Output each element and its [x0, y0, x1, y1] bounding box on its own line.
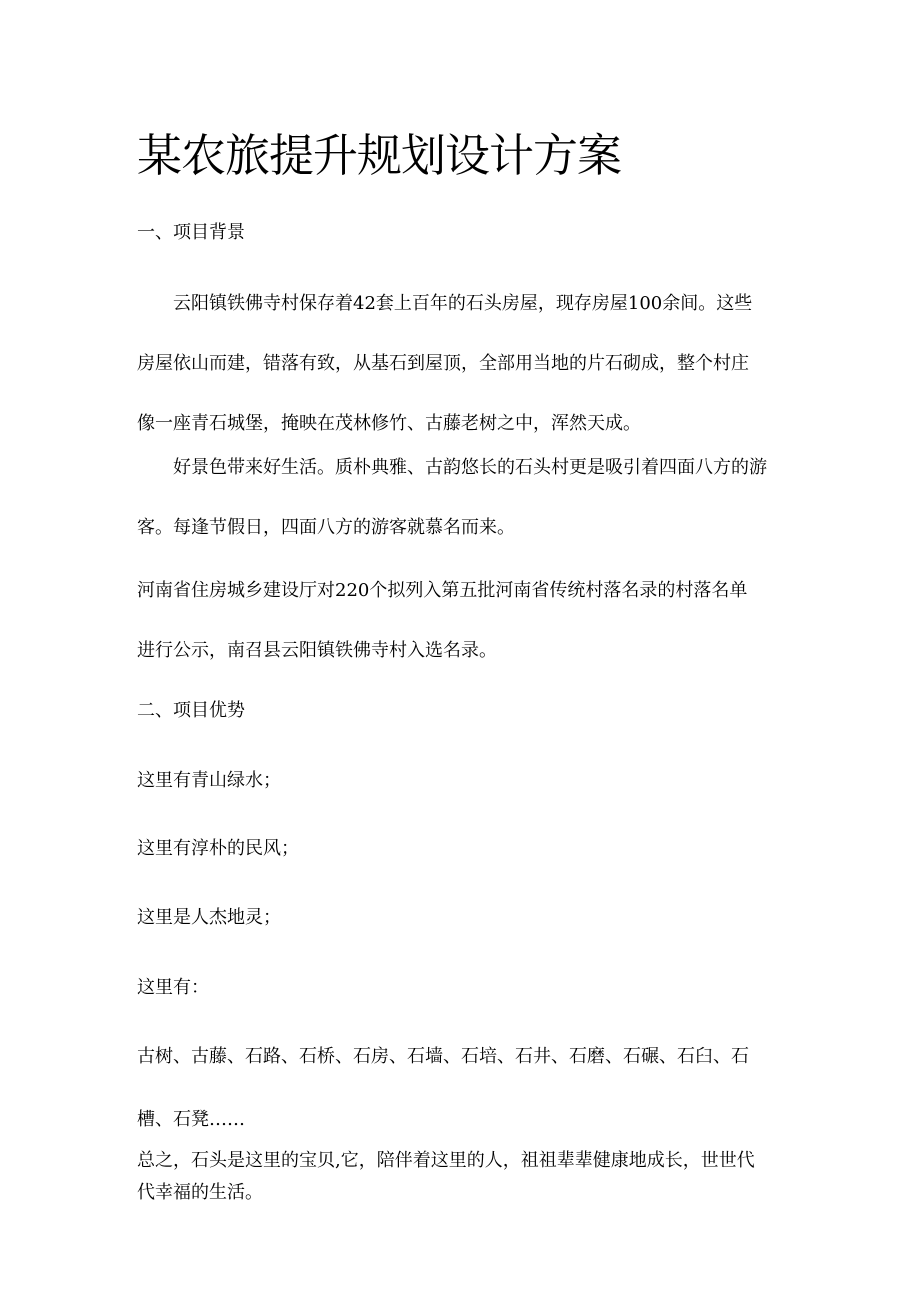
paragraph-line: 进行公示，南召县云阳镇铁佛寺村入选名录。 — [137, 640, 497, 661]
section-heading-advantages: 二、项目优势 — [137, 700, 245, 721]
advantage-line-talents: 这里是人杰地灵； — [137, 907, 281, 928]
paragraph-village-houses — [137, 274, 787, 454]
paragraph-line: 槽、石凳…… — [137, 1109, 245, 1130]
paragraph-line: 好景色带来好生活。质朴典雅、古韵悠长的石头村更是吸引着四面八方的游 — [173, 457, 767, 478]
advantage-line-mountains: 这里有青山绿水； — [137, 770, 281, 791]
paragraph-stone-items — [137, 1025, 787, 1151]
paragraph-line: 代幸福的生活。 — [137, 1182, 263, 1203]
document-title: 某农旅提升规划设计方案 — [137, 129, 622, 182]
paragraph-line: 云阳镇铁佛寺村保存着42套上百年的石头房屋，现存房屋100余间。这些 — [173, 293, 753, 314]
paragraph-tourism — [137, 438, 787, 558]
paragraph-line: 古树、古藤、石路、石桥、石房、石墙、石培、石井、石磨、石碾、石臼、石 — [137, 1046, 749, 1067]
paragraph-conclusion — [137, 1145, 787, 1209]
advantage-line-folk-customs: 这里有淳朴的民风； — [137, 838, 299, 859]
paragraph-line: 房屋依山而建，错落有致，从基石到屋顶，全部用当地的片石砌成，整个村庄 — [137, 353, 749, 374]
section-heading-background: 一、项目背景 — [137, 222, 245, 243]
paragraph-traditional-village-list — [137, 561, 787, 681]
advantage-line-here-has: 这里有： — [137, 977, 209, 998]
paragraph-line: 总之，石头是这里的宝贝,它，陪伴着这里的人，祖祖辈辈健康地成长，世世代 — [137, 1150, 755, 1171]
paragraph-line: 客。每逢节假日，四面八方的游客就慕名而来。 — [137, 517, 515, 538]
paragraph-line: 像一座青石城堡，掩映在茂林修竹、古藤老树之中，浑然天成。 — [137, 413, 641, 434]
paragraph-line: 河南省住房城乡建设厅对220个拟列入第五批河南省传统村落名录的村落名单 — [137, 580, 748, 601]
